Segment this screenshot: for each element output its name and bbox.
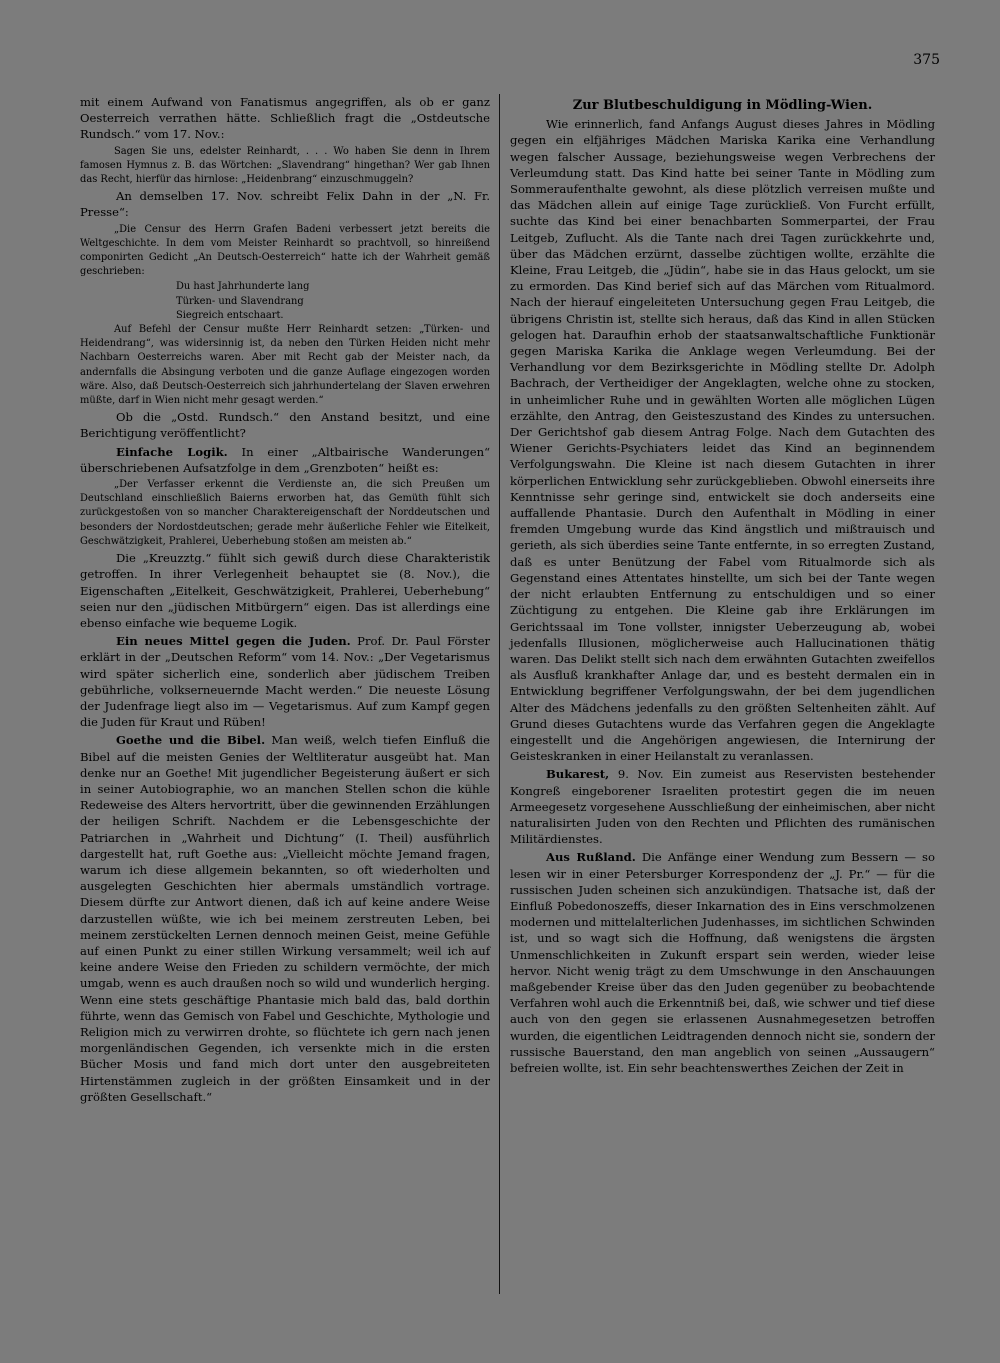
- quotation: Sagen Sie uns, edelster Reinhardt, . . . Wo haben Sie denn in Ihrem famosen Hymnus z. B. das Wörtchen: „Slavendrang“ hingethan? Wer gab Ihnen das Recht, hierfür das hirnlose: „Heidenbrang“ einzuschmuggeln?: [80, 145, 490, 186]
- article-goethe-bibel: [80, 732, 490, 1105]
- article-bukarest: [510, 766, 935, 847]
- article-neues-mittel: [80, 633, 490, 730]
- verse-line: Du hast Jahrhunderte lang: [176, 281, 310, 293]
- article-heading: Einfache Logik.: [116, 444, 228, 459]
- article-heading: Zur Blutbeschuldigung in Mödling-Wien.: [572, 98, 873, 113]
- article-text: Die Anfänge einer Wendung zum Bessern — so lesen wir in einer Petersburger Korrespondenz der „J. Pr.“ — für die russischen Juden scheinen sich anzukündigen. Thatsache ist, daß der Einfluß Pobedonoszeffs, dieser Inkarnation des in Eins verschmolzenen modernen und mittelalterlichen Judenhasses, im sichtlichen Schwinden ist, und so wagt sich die Hoffnung, daß wenigstens die ärgsten Unmenschlichkeiten in Zukunft erspart sein werden, wieder leise hervor. Nicht wenig trägt zu dem Umschwunge in den Anschauungen maßgebender Kreise über das den Juden gegenüber zu beobachtende Verfahren wohl auch die Erkenntniß bei, daß, wie schwer und tief diese auch von den gegen sie erlassenen Ausnahmegesetzen betroffen wurden, die eigentlichen Leidtragenden dennoch nicht sie, sondern der russische Bauerstand, den man angeblich von seinen „Aussaugern“ befreien wollte, ist. Ein sehr beachtenswerthes Zeichen der Zeit in: [510, 850, 935, 1075]
- article-einfache-logik: [80, 444, 490, 476]
- article-heading: Goethe und die Bibel.: [116, 733, 266, 748]
- article-text: 9. Nov. Ein zumeist aus Reservisten bestehender Kongreß eingeborener Israeliten protestirt gegen die im neuen Armeegesetz vorgesehene Ausschließung der einheimischen, aber nicht naturalisirten Juden von den Rechten und Pflichten des rumänischen Militärdienstes.: [510, 767, 935, 847]
- page-number: 375: [913, 52, 940, 68]
- quotation: „Die Censur des Herrn Grafen Badeni verbessert jetzt bereits die Weltgeschichte. In dem vom Meister Reinhardt so prachtvoll, so hinreißend componirten Gedicht „An Deutsch-Oesterreich“ hatte ich der Wahrheit gemäß geschrieben:: [80, 223, 490, 278]
- article-text: Prof. Dr. Paul Förster erklärt in der „Deutschen Reform“ vom 14. Nov.: „Der Vegetarismus wird später sicherlich eine, sonderlich aber jüdischem Treiben gebührliche, volkserneuernde Macht werden.“ Die neueste Lösung der Judenfrage liegt also im — Vegetarismus. Auf zum Kampf gegen die Juden für Kraut und Rüben!: [80, 634, 490, 730]
- column-divider: [499, 94, 500, 1294]
- paragraph: mit einem Aufwand von Fanatismus angegriffen, als ob er ganz Oesterreich verrathen hätte. Schließlich fragt die „Ostdeutsche Rundsch.“ vom 17. Nov.:: [80, 95, 490, 142]
- article-aus-russland: [510, 849, 935, 1076]
- article-heading: Ein neues Mittel gegen die Juden.: [116, 634, 351, 649]
- paragraph: An demselben 17. Nov. schreibt Felix Dahn in der „N. Fr. Presse“:: [80, 189, 490, 220]
- article-text: Man weiß, welch tiefen Einfluß die Bibel auf die meisten Genies der Weltliteratur ausgeübt hat. Man denke nur an Goethe! Mit jugendlicher Begeisterung äußert er sich in seiner Autobiographie, wo an manchen Stellen schon die kühle Redeweise des Alters hervortritt, über die gewinnenden Erzählungen der heiligen Schrift. Nachdem er die Lebensgeschichte der Patriarchen in „Wahrheit und Dichtung“ (I. Theil) ausführlich dargestellt hat, ruft Goethe aus: „Vielleicht möchte Jemand fragen, warum ich diese allgemein bekannten, so oft wiederholten und ausgelegten Geschichten hier abermals umständlich vortrage. Diesem dürfte zur Antwort dienen, daß ich auf keine andere Weise darzustellen wüßte, wie ich bei meinem zerstreuten Leben, bei meinem zerstückelten Lernen dennoch meinen Geist, meine Gefühle auf einen Punkt zu einer stillen Wirkung versammelt; weil ich auf keine andere Weise den Frieden zu schildern vermöchte, der mich umgab, wenn es auch draußen noch so wild und wunderlich herging. Wenn eine stets geschäftige Phantasie mich bald das, bald dorthin führte, wenn das Gemisch von Fabel und Geschichte, Mythologie und Religion mich zu verwirren drohte, so flüchtete ich gern nach jenen morgenländischen Gegenden, ich versenkte mich in die ersten Bücher Mosis und fand mich dort unter den ausgebreiteten Hirtenstämmen zugleich in der größten Einsamkeit und in der größten Gesellschaft.“: [80, 733, 490, 1104]
- quotation: Auf Befehl der Censur mußte Herr Reinhardt setzen: „Türken- und Heidendrang“, was widersinnig ist, da neben den Türken Heiden nicht mehr Nachbarn Oesterreichs waren. Aber mit Recht gab der Meister nach, da andernfalls die Absingung verboten und die ganze Auflage eingezogen worden wäre. Also, daß Deutsch-Oesterreich sich jahrhundertelang der Slaven erwehren müßte, darf in Wien nicht mehr gesagt werden.“: [80, 324, 490, 407]
- verse-line: Siegreich entschaart.: [176, 309, 284, 321]
- verse-line: Türken- und Slavendrang: [176, 295, 304, 307]
- paragraph: Ob die „Ostd. Rundsch.“ den Anstand besitzt, und eine Berichtigung veröffentlicht?: [80, 410, 490, 441]
- quotation: „Der Verfasser erkennt die Verdienste an, die sich Preußen um Deutschland einschließlich Baierns erworben hat, das Gemüth fühlt sich zurückgestoßen von so mancher Charaktereigenschaft der Norddeutschen und besonders der Nordostdeutschen; gerade mehr äußerliche Fehler wie Eitelkeit, Geschwätzigkeit, Prahlerei, Ueberhebung stoßen am meisten ab.“: [80, 479, 490, 547]
- paragraph: Wie erinnerlich, fand Anfangs August dieses Jahres in Mödling gegen ein elfjähriges Mädchen Mariska Karika eine Verhandlung wegen falscher Aussage, beziehungsweise wegen Verbrechens der Verleumdung statt. Das Kind hatte bei seiner Tante in Mödling zum Sommeraufenthalte gewohnt, als diese plötzlich verreisen mußte und das Mädchen allein auf einige Tage zurückließ. Von Furcht erfüllt, suchte das Kind bei einer benachbarten Sommerpartei, der Frau Leitgeb, Zuflucht. Als die Tante nach drei Tagen zurückkehrte und, über das Mädchen erzürnt, dasselbe züchtigen wollte, erzählte die Kleine, Frau Leitgeb, die „Jüdin“, habe sie in das Haus gelockt, um sie zu ermorden. Das Kind berief sich auf das Märchen vom Ritualmord. Nach der hierauf eingeleiteten Untersuchung gegen Frau Leitgeb, die übrigens Christin ist, stellte sich heraus, daß das Kind in allen Stücken gelogen hat. Daraufhin erhob der staatsanwaltschaftliche Funktionär gegen Mariska Karika die Anklage wegen Verleumdung. Bei der Verhandlung vor dem Bezirksgerichte in Mödling stellte Dr. Adolph Bachrach, der Vertheidiger der Angeklagten, welche ohne zu stocken, in unheimlicher Ruhe und in gewählten Worten alle möglichen Lügen erzählte, den Antrag, den Geisteszustand des Kindes zu untersuchen. Der Gerichtshof gab diesem Antrag Folge. Nach dem Gutachten des Wiener Gerichts-Psychiaters leidet das Kind an beginnendem Verfolgungswahn. Die Kleine ist nach diesem Gutachten in ihrer körperlichen Entwicklung sehr zurückgeblieben. Obwohl einerseits ihre Kenntnisse sehr geringe sind, entwickelt sie doch anderseits eine auffallende Phantasie. Durch den Aufenthalt in Mödling in einer fremden Umgebung wurde das Kind ängstlich und mißtrauisch und gerieth, als sich überdies seine Tante entfernte, in so erregten Zustand, daß es unter Benützung der Fabel vom Ritualmorde sich als Gegenstand eines Attentates hinstellte, um sich bei der Tante wegen der nicht erlaubten Entfernung zu entschuldigen und so einer Züchtigung zu entgehen. Die Kleine gab ihre Erklärungen im Gerichtssaal im Tone vollster, innigster Ueberzeugung ab, wobei jedenfalls Illusionen, möglicherweise auch Hallucinationen thätig waren. Das Delikt stellt sich nach dem erwähnten Gutachten zweifellos als Ausfluß krankhafter Anlage dar, und es besteht dermalen ein in Entwicklung begriffener Verfolgungswahn, der bei dem jugendlichen Alter des Mädchens jedenfalls zu den größten Seltenheiten zählt. Auf Grund dieses Gutachtens wurde das Verfahren gegen die Angeklagte eingestellt und die Angehörigen angewiesen, die Internirung der Geisteskranken in einer Heilanstalt zu veranlassen.: [510, 117, 935, 764]
- article-heading: Aus Rußland.: [546, 850, 636, 865]
- left-column: [80, 94, 490, 1107]
- article-heading: Bukarest,: [546, 767, 610, 782]
- paragraph: Die „Kreuzztg.“ fühlt sich gewiß durch diese Charakteristik getroffen. In ihrer Verlegenheit behauptet sie (8. Nov.), die Eigenschaften „Eitelkeit, Geschwätzigkeit, Prahlerei, Ueberhebung“ seien nur den „jüdischen Mitbürgern“ eigen. Das ist allerdings eine ebenso einfache wie bequeme Logik.: [80, 551, 490, 630]
- article-text: In einer „Altbairische Wanderungen“ überschriebenen Aufsatzfolge in dem „Grenzboten“ heißt es:: [80, 444, 490, 475]
- right-column: [510, 94, 935, 1078]
